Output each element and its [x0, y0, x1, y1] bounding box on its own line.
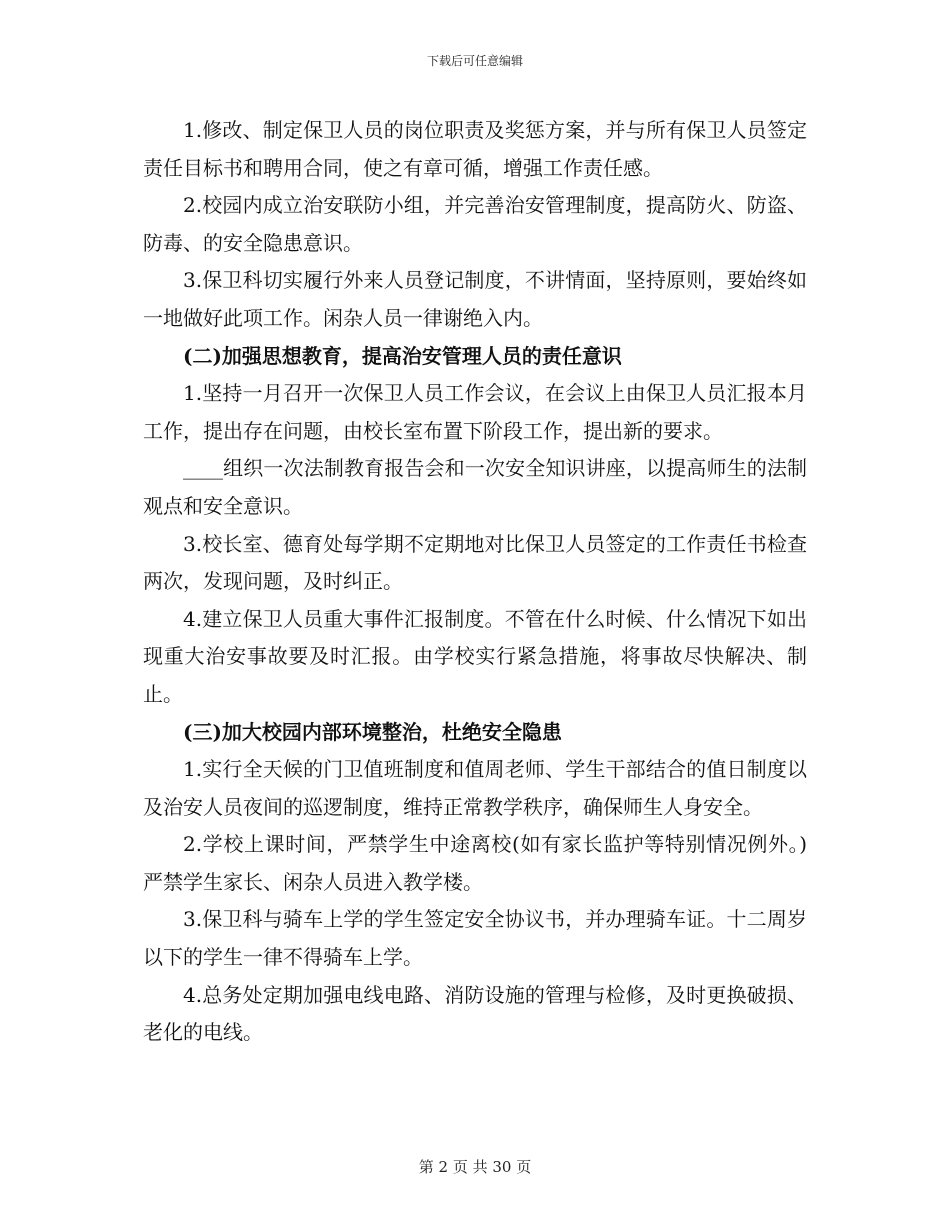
- paragraph: 4.总务处定期加强电线电路、消防设施的管理与检修，及时更换破损、老化的电线。: [143, 982, 807, 1045]
- paragraph: 2.学校上课时间，严禁学生中途离校(如有家长监护等特别情况例外。)严禁学生家长、闲杂人员进入教学楼。: [143, 832, 807, 894]
- section-heading: (二)加强思想教育，提高治安管理人员的责任意识: [183, 343, 622, 368]
- page-footer: 第 2 页 共 30 页: [418, 1158, 532, 1176]
- paragraph: 3.保卫科与骑车上学的学生签定安全协议书，并办理骑车证。十二周岁以下的学生一律不得骑车上学。: [143, 907, 807, 970]
- paragraph: 3.保卫科切实履行外来人员登记制度，不讲情面，坚持原则，要始终如一地做好此项工作。闲杂人员一律谢绝入内。: [143, 268, 807, 330]
- paragraph: ____组织一次法制教育报告会和一次安全知识讲座，以提高师生的法制观点和安全意识。: [143, 456, 807, 518]
- page-header: 下载后可任意编辑: [426, 54, 523, 68]
- paragraph: 1.修改、制定保卫人员的岗位职责及奖惩方案，并与所有保卫人员签定责任目标书和聘用合同，使之有章可循，增强工作责任感。: [143, 118, 807, 180]
- section-heading: (三)加大校园内部环境整治，杜绝安全隐患: [183, 719, 562, 744]
- paragraph: 4.建立保卫人员重大事件汇报制度。不管在什么时候、什么情况下如出现重大治安事故要及时汇报。由学校实行紧急措施，将事故尽快解决、制止。: [143, 606, 807, 706]
- paragraph: 3.校长室、德育处每学期不定期地对比保卫人员签定的工作责任书检查两次，发现问题，及时纠正。: [143, 531, 807, 594]
- paragraph: 1.实行全天候的门卫值班制度和值周老师、学生干部结合的值日制度以及治安人员夜间的巡逻制度，维持正常教学秩序，确保师生人身安全。: [143, 757, 807, 819]
- paragraph: 2.校园内成立治安联防小组，并完善治安管理制度，提高防火、防盗、防毒、的安全隐患意识。: [143, 193, 807, 255]
- document-body: [143, 112, 807, 1052]
- paragraph: 1.坚持一月召开一次保卫人员工作会议，在会议上由保卫人员汇报本月工作，提出存在问题，由校长室布置下阶段工作，提出新的要求。: [143, 381, 807, 443]
